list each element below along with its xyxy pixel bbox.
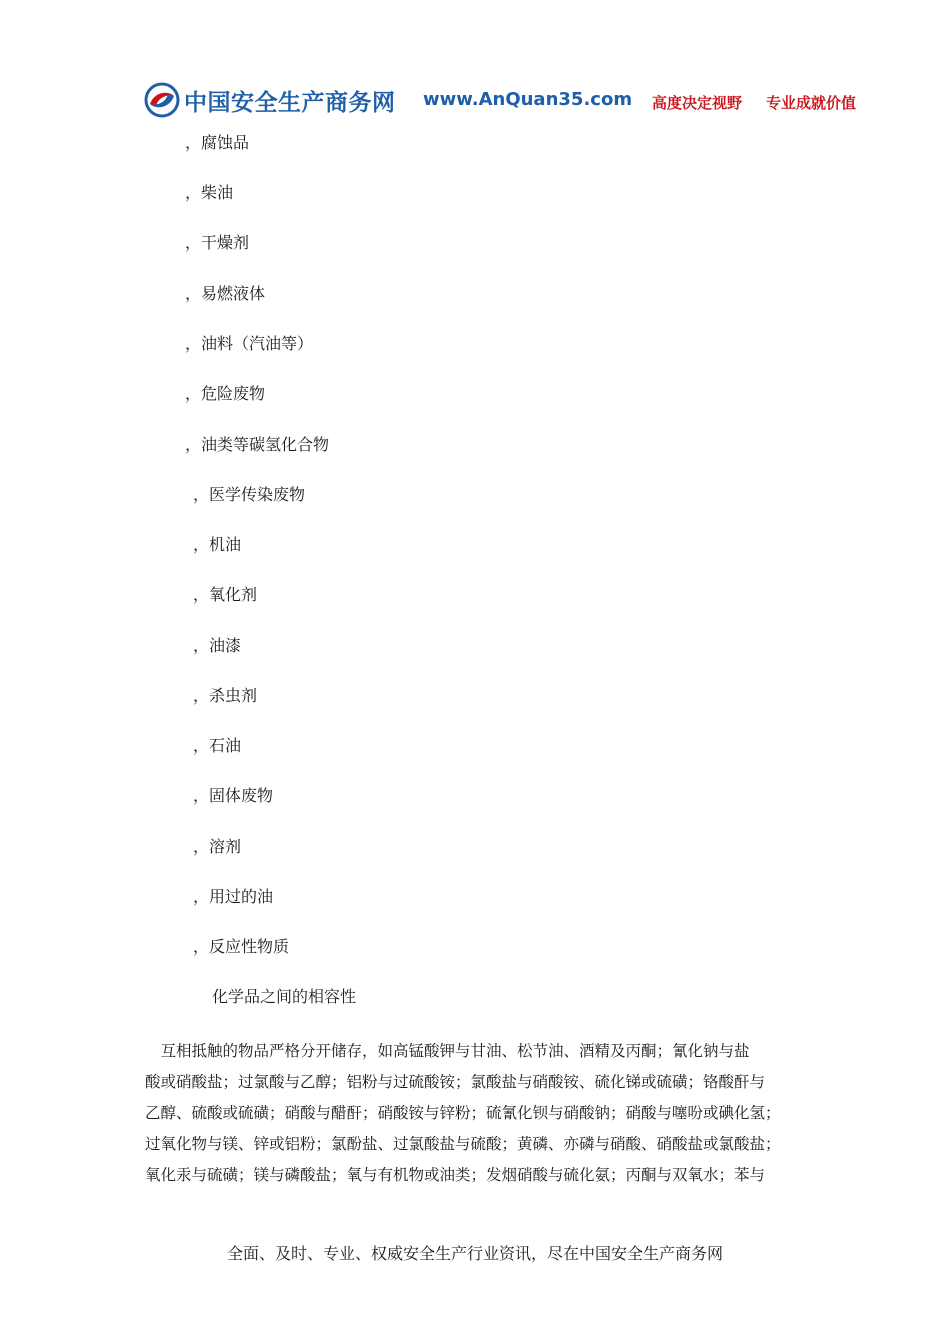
list-item: ，杀虫剂: [193, 686, 258, 705]
list-item: ，腐蚀品: [185, 133, 250, 152]
compatibility-paragraph: [145, 1036, 811, 1191]
list-item: ，氧化剂: [193, 585, 258, 604]
list-item: ，油漆: [193, 636, 242, 655]
site-name: 中国安全生产商务网: [184, 90, 396, 116]
list-item: ，反应性物质: [193, 937, 290, 956]
list-item: ，医学传染废物: [193, 485, 306, 504]
paragraph-line: 氧化汞与硫磺；镁与磷酸盐；氧与有机物或油类；发烟硝酸与硫化氨；丙酮与双氧水；苯与: [145, 1166, 766, 1184]
slogan-vision: 高度决定视野: [652, 94, 743, 112]
list-item: ，溶剂: [193, 837, 242, 856]
page-footer: 全面、及时、专业、权威安全生产行业资讯，尽在中国安全生产商务网: [226, 1244, 723, 1263]
paragraph-line: 过氧化物与镁、锌或铝粉；氯酚盐、过氯酸盐与硫酸；黄磷、亦磷与硝酸、硝酸盐或氯酸盐；: [145, 1135, 781, 1153]
list-item: ，油类等碳氢化合物: [185, 435, 330, 454]
paragraph-line: 酸或硝酸盐；过氯酸与乙醇；铝粉与过硫酸铵；氯酸盐与硝酸铵、硫化锑或硫磺；铬酸酐与: [145, 1073, 766, 1091]
list-item: ，干燥剂: [185, 233, 250, 252]
list-item: ，柴油: [185, 183, 234, 202]
list-item: ，易燃液体: [185, 284, 266, 303]
list-item: ，危险废物: [185, 384, 266, 403]
slogan-value: 专业成就价值: [766, 94, 857, 112]
list-item: ，石油: [193, 736, 242, 755]
list-item: ，固体废物: [193, 786, 274, 805]
site-url[interactable]: www.AnQuan35.com: [423, 89, 633, 110]
list-item: ，用过的油: [193, 887, 274, 906]
swirl-logo-icon: [144, 82, 180, 118]
section-title: 化学品之间的相容性: [212, 987, 357, 1006]
paragraph-line: 互相抵触的物品严格分开储存，如高锰酸钾与甘油、松节油、酒精及丙酮；氰化钠与盐: [145, 1042, 750, 1060]
page-header: [0, 0, 950, 130]
list-item: ，油料（汽油等）: [185, 334, 314, 353]
list-item: ，机油: [193, 535, 242, 554]
paragraph-line: 乙醇、硫酸或硫磺；硝酸与醋酐；硝酸铵与锌粉；硫氰化钡与硝酸钠；硝酸与噻吩或碘化氢；: [145, 1104, 781, 1122]
